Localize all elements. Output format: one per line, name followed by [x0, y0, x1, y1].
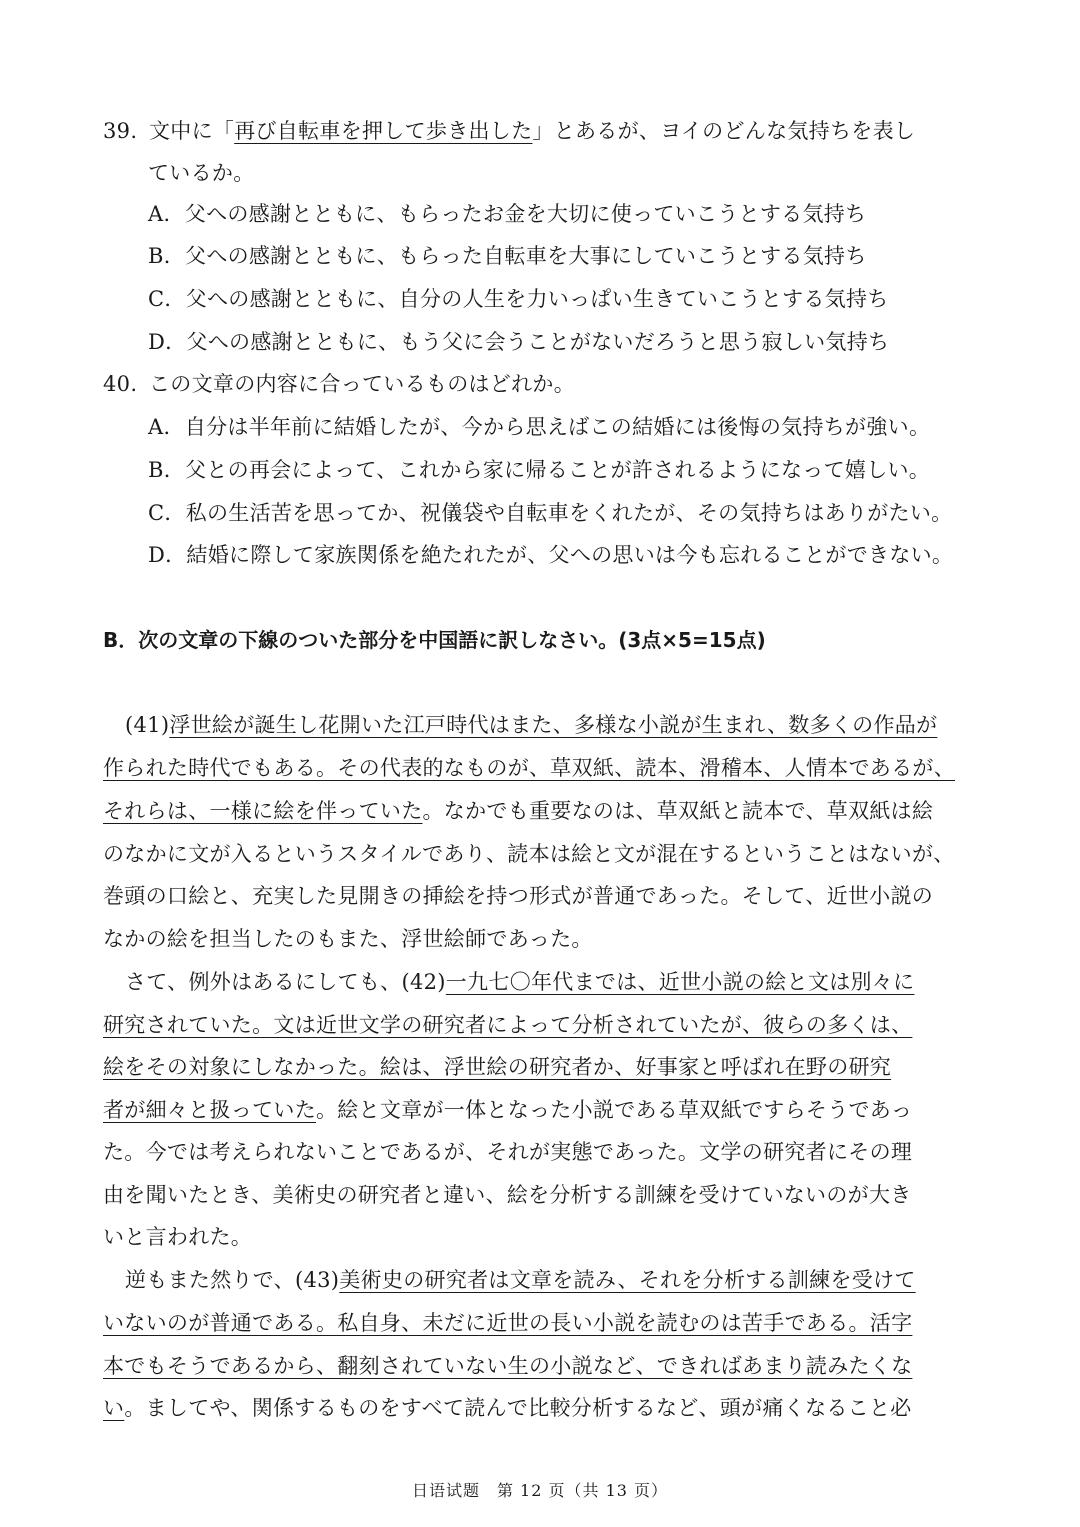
passage-p3-line4 — [103, 1393, 912, 1423]
passage-p1-line2 — [103, 753, 955, 783]
passage-p1-line3-rest: 。なかでも重要なのは、草双紙と読本で、草双紙は絵 — [422, 799, 934, 823]
page-footer: 日语试题 第 12 页（共 13 页） — [411, 1481, 669, 1500]
passage-p2-line4 — [103, 1095, 912, 1125]
q39-stem-line1 — [103, 116, 915, 146]
q42-underlined-2: 研究されていた。文は近世文学の研究者によって分析されていたが、彼らの多くは、 — [103, 1013, 913, 1037]
passage-p1-line5: 巻頭の口絵と、充実した見開きの挿絵を持つ形式が普通であった。そして、近世小説の — [103, 884, 934, 908]
passage-p2-line6: 由を聞いたとき、美術史の研究者と違い、絵を分析する訓練を受けていないのが大き — [103, 1183, 912, 1207]
q39-option-d: D．父への感謝とともに、もう父に会うことがないだろうと思う寂しい気持ち — [148, 330, 890, 354]
q43-underlined-1: 美術史の研究者は文章を読み、それを分析する訓練を受けて — [339, 1268, 916, 1292]
q39-stem-pre: 文中に「 — [149, 119, 235, 143]
q40-option-d: D．結婚に際して家族関係を絶たれたが、父への思いは今も忘れることができない。 — [148, 543, 954, 567]
passage-p2-line5: た。今では考えられないことであるが、それが実態であった。文学の研究者にその理 — [103, 1140, 913, 1164]
passage-p2-line1-pre: さて、例外はあるにしても、 — [125, 970, 402, 994]
passage-p2-line2 — [103, 1010, 912, 1040]
q39-number: 39. — [103, 119, 138, 143]
passage-p1-line3 — [103, 796, 933, 826]
q42-marker: (42) — [401, 970, 446, 994]
q40-number: 40. — [103, 372, 138, 396]
q39-option-c: C．父への感謝とともに、自分の人生を力いっぱい生きていこうとする気持ち — [148, 287, 889, 311]
q43-underlined-3: 本でもそうであるから、翻刻されていない生の小説など、できればあまり読みたくな — [103, 1354, 913, 1378]
q43-underlined-2: いないのが普通である。私自身、未だに近世の長い小説を読むのは苦手である。活字 — [103, 1311, 913, 1335]
q41-underlined-2: 作られた時代でもある。その代表的なものが、草双紙、読本、滑稽本、人情本であるが、 — [103, 756, 955, 780]
q41-underlined-3: それらは、一様に絵を伴っていた — [103, 799, 423, 823]
q40-stem — [103, 369, 575, 399]
passage-p1-line4: のなかに文が入るというスタイルであり、読本は絵と文が混在するということはないが、 — [103, 842, 955, 866]
passage-p3-line4-rest: 。ましてや、関係するものをすべて読んで比較分析するなど、頭が痛くなること必 — [124, 1396, 912, 1420]
passage-p2-line7: いと言われた。 — [103, 1225, 253, 1249]
q43-underlined-4: い — [103, 1396, 125, 1420]
passage-p3-line3 — [103, 1351, 912, 1381]
q42-underlined-1: 一九七〇年代までは、近世小説の絵と文は別々に — [445, 970, 915, 994]
passage-p3-line1-pre: 逆もまた然りで、 — [125, 1268, 295, 1292]
q40-text: この文章の内容に合っているものはどれか。 — [149, 372, 575, 396]
q39-stem-line2: ているか。 — [148, 161, 255, 185]
q41-underlined-1: 浮世絵が誕生し花開いた江戸時代はまた、多様な小説が生まれ、数多くの作品が — [169, 713, 938, 737]
q40-option-c: C．私の生活苦を思ってか、祝儀袋や自転車をくれたが、その気持ちはありがたい。 — [148, 501, 953, 525]
q41-marker: (41) — [125, 713, 170, 737]
passage-p2-line4-rest: 。絵と文章が一体となった小説である草双紙ですらそうであっ — [316, 1098, 913, 1122]
passage-p3-line1 — [125, 1265, 916, 1295]
passage-p2-line3 — [103, 1052, 891, 1082]
q39-option-a: A．父への感謝とともに、もらったお金を大切に使っていこうとする気持ち — [148, 202, 867, 226]
passage-p3-line2 — [103, 1308, 912, 1338]
q39-option-b: B．父への感謝とともに、もらった自転車を大事にしていこうとする気持ち — [148, 244, 867, 268]
q39-stem-post: 」とあるが、ヨイのどんな気持ちを表し — [532, 119, 916, 143]
q42-underlined-3: 絵をその対象にしなかった。絵は、浮世絵の研究者か、好事家と呼ばれ在野の研究 — [103, 1055, 892, 1079]
section-b-heading: B．次の文章の下線のついた部分を中国語に訳しなさい。(3点×5=15点) — [103, 628, 766, 652]
q40-option-a: A．自分は半年前に結婚したが、今から思えばこの結婚には後悔の気持ちが強い。 — [148, 415, 931, 439]
passage-p2-line1 — [125, 967, 914, 997]
q43-marker: (43) — [294, 1268, 340, 1292]
q39-quoted-phrase: 再び自転車を押して歩き出した — [234, 119, 533, 143]
passage-p1-line1 — [125, 710, 937, 740]
passage-p1-line6: なかの絵を担当したのもまた、浮世絵師であった。 — [103, 927, 593, 951]
q40-option-b: B．父との再会によって、これから家に帰ることが許されるようになって嬉しい。 — [148, 458, 931, 482]
q42-underlined-4: 者が細々と扱っていた — [103, 1098, 316, 1122]
